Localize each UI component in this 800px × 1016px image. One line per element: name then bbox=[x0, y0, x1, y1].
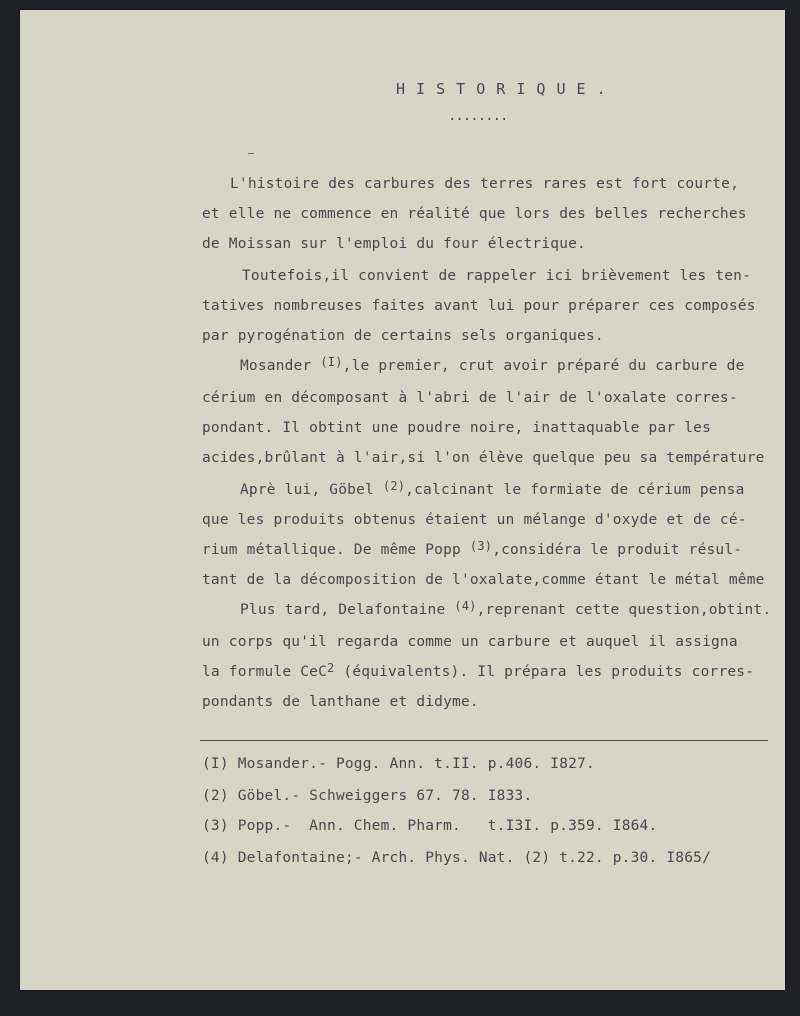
footnote-ref: (I) bbox=[320, 355, 343, 369]
title-dots: ........ bbox=[448, 108, 508, 124]
text-line: acides,brûlant à l'air,si l'on élève quelque peu sa température bbox=[202, 450, 765, 466]
footnote: (4) Delafontaine;- Arch. Phys. Nat. (2) t.22. p.30. I865/ bbox=[202, 850, 711, 866]
text-line: que les produits obtenus étaient un mélange d'oxyde et de cé- bbox=[202, 512, 747, 528]
text-line: L'histoire des carbures des terres rares est fort courte, bbox=[230, 176, 739, 192]
text-line bbox=[202, 661, 755, 680]
text-line bbox=[240, 355, 745, 374]
text-segment: Aprè lui, Göbel bbox=[240, 482, 383, 498]
text-line: de Moissan sur l'emploi du four électrique. bbox=[202, 236, 586, 252]
text-line: et elle ne commence en réalité que lors des belles recherches bbox=[202, 206, 747, 222]
superscript: 2 bbox=[327, 661, 335, 675]
text-line bbox=[240, 479, 745, 498]
text-segment: (équivalents). Il prépara les produits corres- bbox=[334, 664, 755, 680]
stray-mark bbox=[248, 153, 254, 154]
text-line: pondants de lanthane et didyme. bbox=[202, 694, 479, 710]
paper-page bbox=[20, 10, 785, 990]
text-line: tant de la décomposition de l'oxalate,comme étant le métal même bbox=[202, 572, 765, 588]
text-segment: ,calcinant le formiate de cérium pensa bbox=[405, 482, 745, 498]
text-segment: la formule CeC bbox=[202, 664, 328, 680]
text-segment: rium métallique. De même Popp bbox=[202, 542, 470, 558]
text-line bbox=[202, 539, 743, 558]
text-segment: Plus tard, Delafontaine bbox=[240, 602, 455, 618]
text-line: un corps qu'il regarda comme un carbure et auquel il assigna bbox=[202, 634, 738, 650]
page-title: H I S T O R I Q U E . bbox=[396, 80, 607, 98]
footnote: (3) Popp.- Ann. Chem. Pharm. t.I3I. p.359. I864. bbox=[202, 818, 658, 834]
text-segment: ,considéra le produit résul- bbox=[492, 542, 743, 558]
text-segment: Mosander bbox=[240, 358, 321, 374]
text-line bbox=[240, 599, 772, 618]
text-segment: ,le premier, crut avoir préparé du carbure de bbox=[342, 358, 745, 374]
text-line: Toutefois,il convient de rappeler ici brièvement les ten- bbox=[242, 268, 751, 284]
footnote: (I) Mosander.- Pogg. Ann. t.II. p.406. I827. bbox=[202, 756, 595, 772]
text-segment: ,reprenant cette question,obtint. bbox=[476, 602, 772, 618]
footnote-ref: (2) bbox=[382, 479, 406, 493]
footnote-ref: (3) bbox=[469, 539, 493, 553]
text-line: cérium en décomposant à l'abri de l'air de l'oxalate corres- bbox=[202, 390, 738, 406]
footnote-ref: (4) bbox=[454, 599, 477, 613]
footnote-divider bbox=[200, 740, 768, 741]
text-line: par pyrogénation de certains sels organiques. bbox=[202, 328, 604, 344]
footnote: (2) Göbel.- Schweiggers 67. 78. I833. bbox=[202, 788, 533, 804]
text-line: tatives nombreuses faites avant lui pour préparer ces composés bbox=[202, 298, 756, 314]
text-line: pondant. Il obtint une poudre noire, inattaquable par les bbox=[202, 420, 711, 436]
